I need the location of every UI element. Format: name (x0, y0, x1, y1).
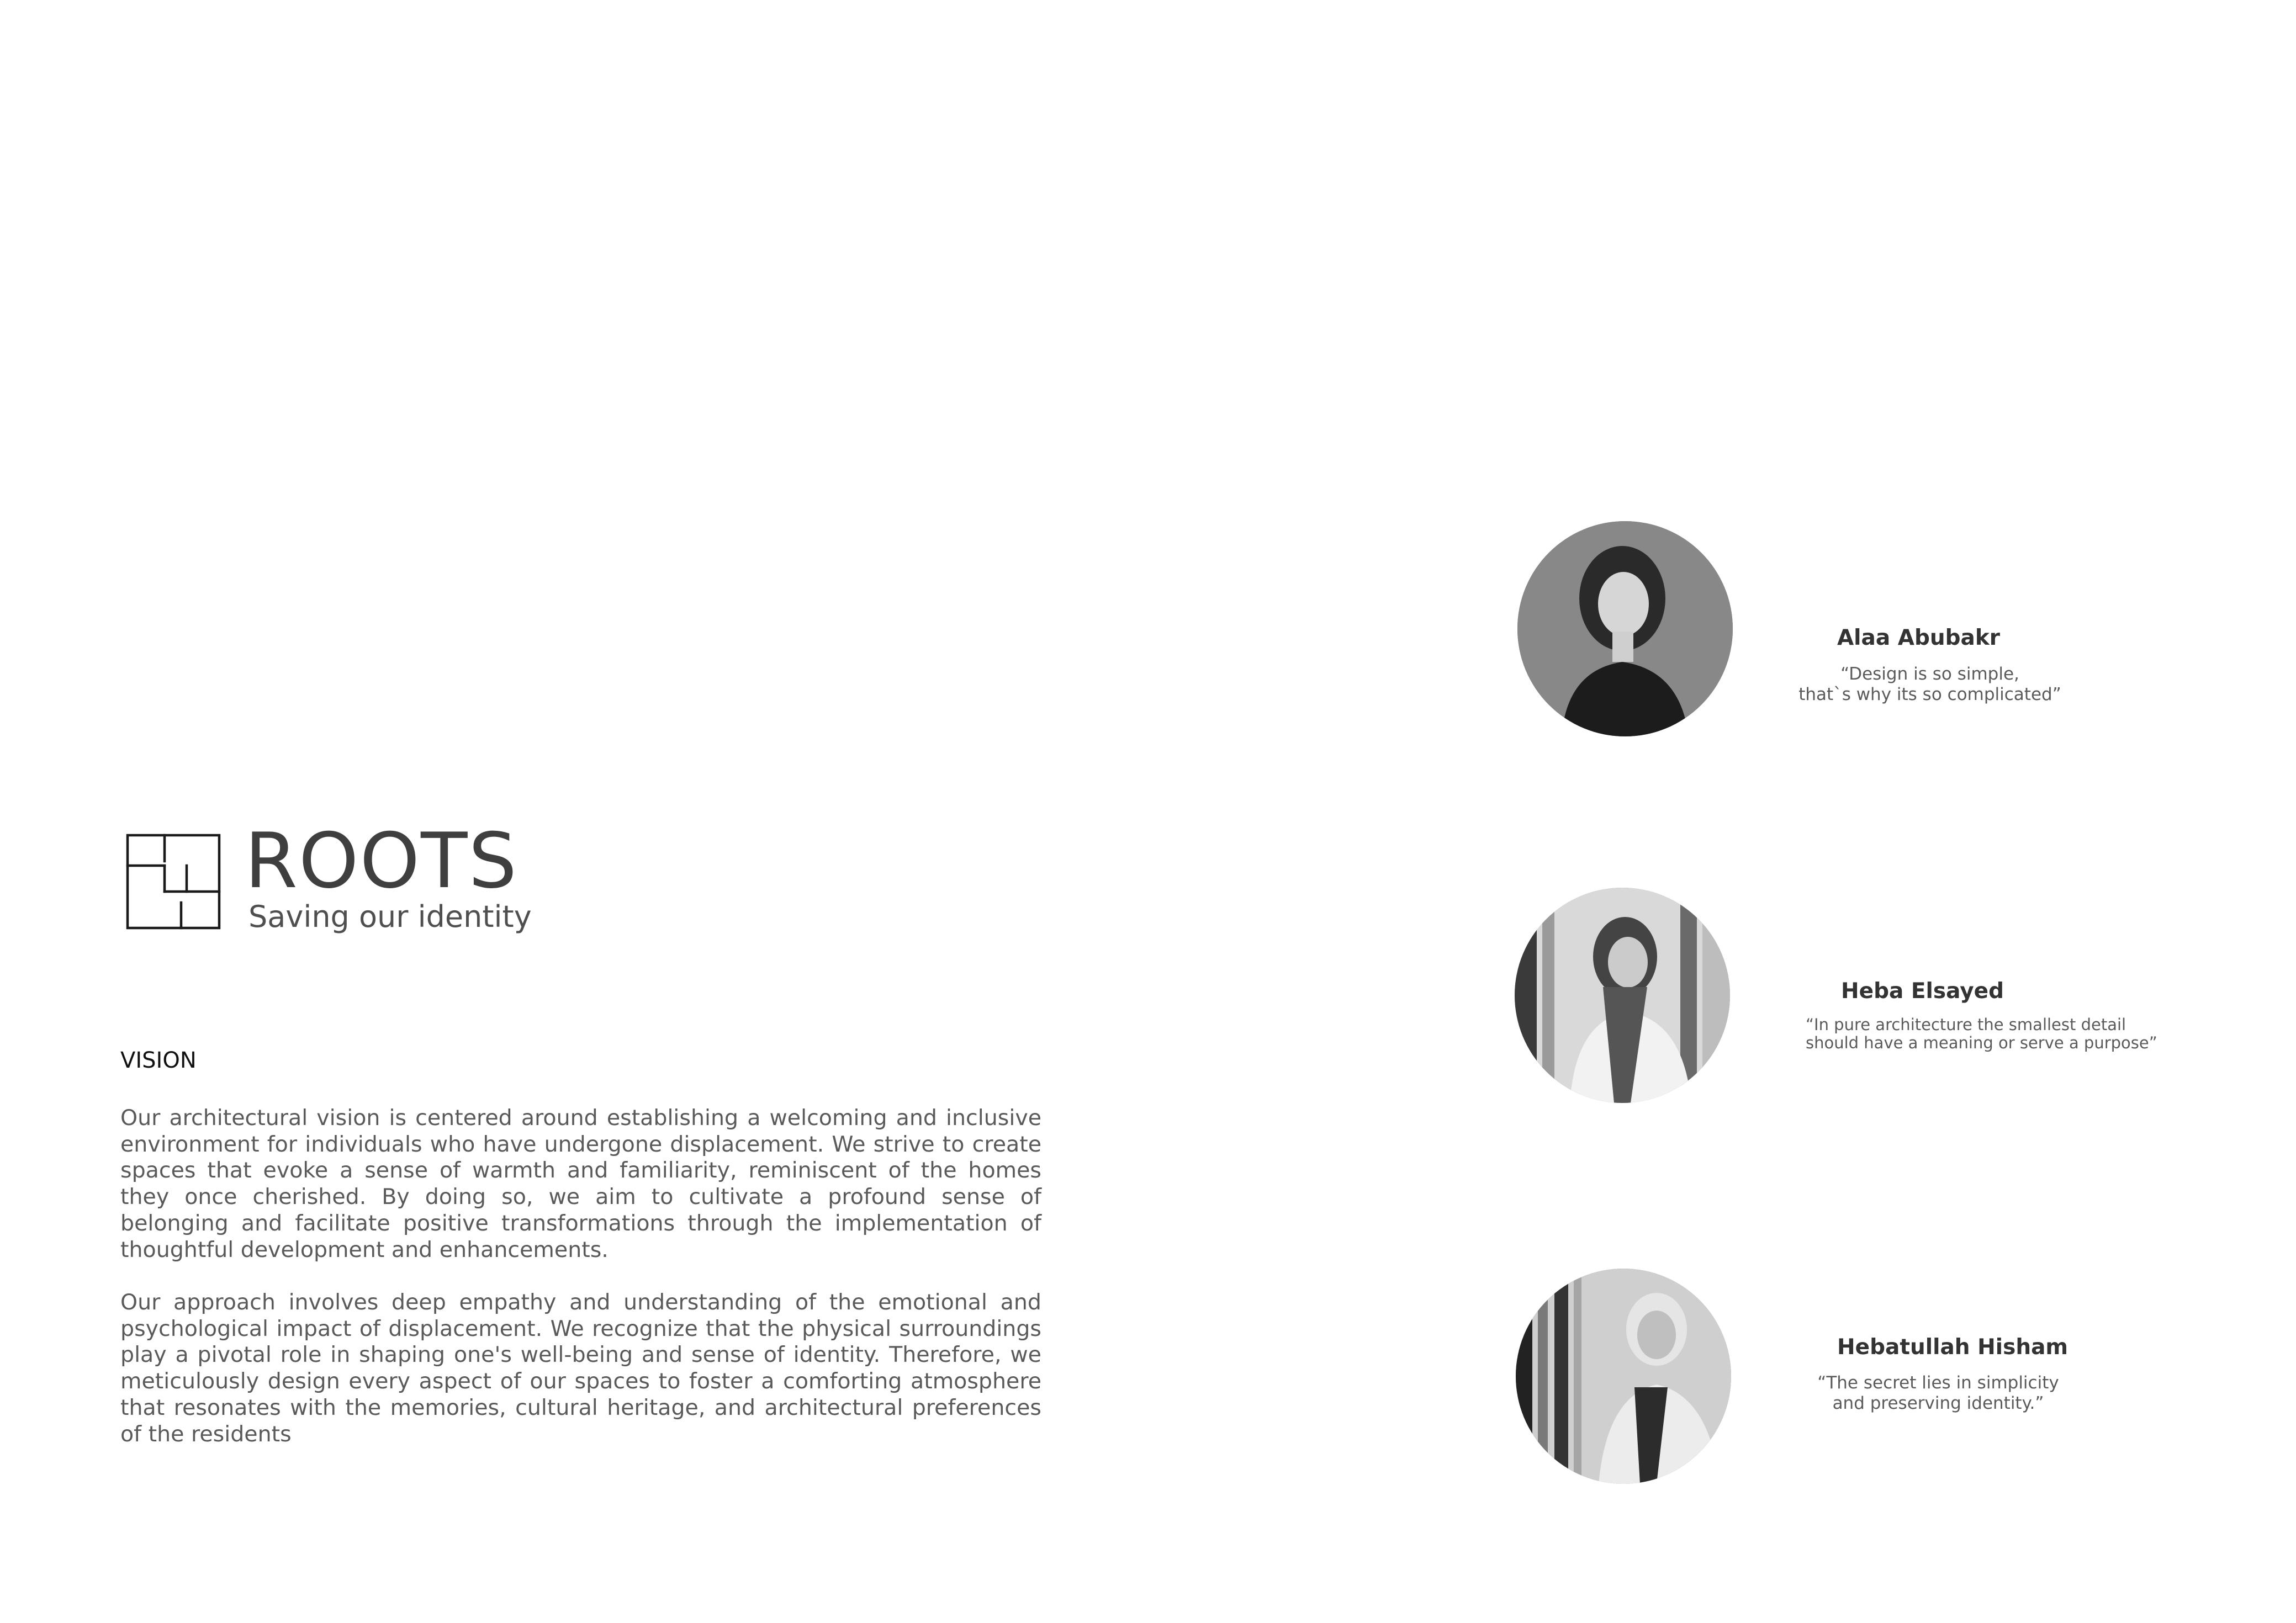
member-photo-alaa (1517, 521, 1733, 736)
portrait-image (1517, 521, 1733, 736)
quote-line: “In pure architecture the smallest detail (1806, 1015, 2126, 1034)
member-photo-hebatullah (1516, 1269, 1731, 1484)
member-quote (1792, 664, 2068, 705)
quote-line: that`s why its so complicated” (1798, 685, 2061, 704)
member-quote (1806, 1016, 2170, 1052)
portrait-image (1515, 888, 1730, 1103)
quote-line: should have a meaning or serve a purpose” (1806, 1033, 2157, 1052)
quote-line: and preserving identity.” (1832, 1393, 2044, 1413)
brand-logo (126, 816, 678, 938)
member-name: Alaa Abubakr (1837, 625, 2001, 650)
brand-title: ROOTS (245, 816, 519, 905)
portrait-image (1516, 1269, 1731, 1484)
vision-heading: VISION (120, 1048, 197, 1073)
member-name: Hebatullah Hisham (1837, 1335, 2068, 1360)
member-photo-heba (1515, 888, 1730, 1103)
vision-paragraph: Our architectural vision is centered around establishing a welcoming and inclusive environment for individuals who have undergone displacement. We strive to create spaces that evoke a sense of warmth and familiarity, reminiscent of the homes they once cherished. By doing so, we aim to cultivate a profound sense of belonging and facilitate positive transformations through the implementation of thoughtful development and enhancements. (120, 1105, 1041, 1263)
floorplan-maze-logo-icon (126, 834, 221, 930)
vision-paragraph: Our approach involves deep empathy and understanding of the emotional and psychological impact of displacement. We recognize that the physical surroundings play a pivotal role in shaping one's well-being and sense of identity. Therefore, we meticulously design every aspect of our spaces to foster a comforting atmosphere that resonates with the memories, cultural heritage, and architectural preferences of the residents (120, 1290, 1041, 1447)
member-quote (1789, 1373, 2087, 1414)
quote-line: “Design is so simple, (1840, 664, 2019, 684)
quote-line: “The secret lies in simplicity (1817, 1373, 2059, 1393)
member-name: Heba Elsayed (1841, 979, 2004, 1004)
brand-subtitle: Saving our identity (248, 899, 532, 934)
